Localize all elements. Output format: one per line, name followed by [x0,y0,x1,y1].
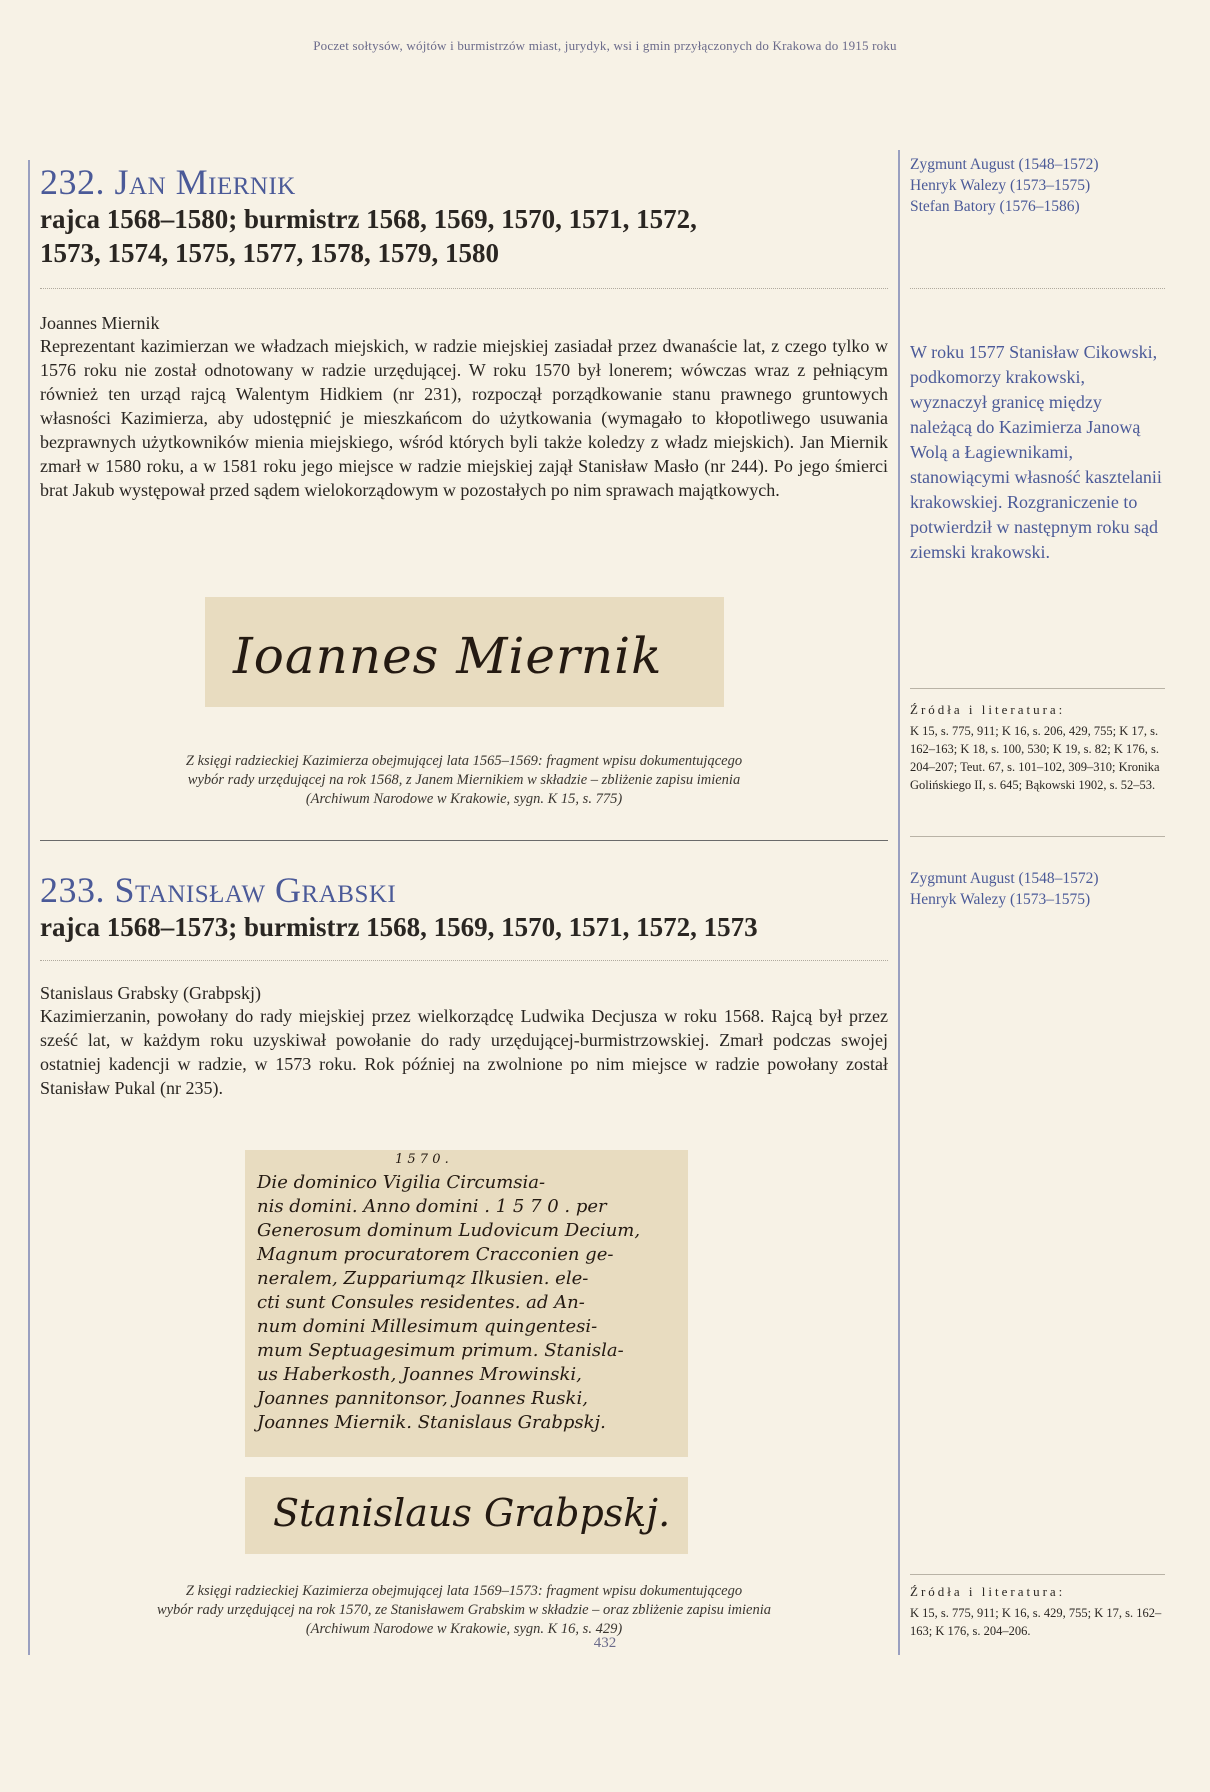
ruler-item: Henryk Walezy (1573–1575) [910,891,1091,908]
left-margin-rule [28,160,30,1655]
figure-caption-2 [40,1582,888,1639]
caption-line: Z księgi radzieckiej Kazimierza obejmującej lata 1565–1569: fragment wpisu dokumentującego [185,753,743,769]
entry-233-body [40,982,888,1100]
ruler-item: Zygmunt August (1548–1572) [910,870,1099,887]
manuscript-line: 1 5 7 0 . [395,1152,449,1167]
side-note-boundary: W roku 1577 Stanisław Cikowski, podkomorzy krakowski, wyznaczył granicę między należącą do Kazimierza Janową Wolą a Łagiewnikami, stanowiącymi własność kasztelanii krakowskiej. Rozgraniczenie to potwierdził w następnym roku sąd ziemski krakowski. [910,342,1162,562]
rulers-list-233 [910,868,1165,910]
entry-232-body [40,312,888,502]
manuscript-line: neralem, Zuppariumqz Ilkusien. ele- [257,1268,589,1289]
entry-offices: rajca 1568–1573; burmistrz 1568, 1569, 1570, 1571, 1572, 1573 [40,912,758,942]
biography-text: Reprezentant kazimierzan we władzach miejskich, w radzie miejskiej zasiadał przez dwanaście lat, z czego tylko w 1576 roku nie został odnotowany w radzie urzędującej. W roku 1570 był lonerem; wówczas wraz z pełniącym również ten urząd rajcą Walentym Hidkiem (nr 231), rozpoczął porządkowanie stanu prawnego gruntowych własności Kazimierza, aby udostępnić je mieszkańcom do użytkowania (wymagało to kłopotliwego usuwania bezprawnych użytkowników mienia miejskiego, wśród których byli także koledzy z władz miejskich). Jan Miernik zmarł w 1580 roku, a w 1581 roku jego miejsce w radzie miejskiej zajął Stanisław Masło (nr 244). Po jego śmierci brat Jakub występował przed sądem wielokorządowym w pozostałych po nim sprawach majątkowych. [40,336,888,500]
manuscript-line: Joannes Miernik. Stanislaus Grabpskj. [257,1412,606,1433]
side-divider [910,1574,1165,1575]
manuscript-line: us Haberkosth, Joannes Mrowinski, [257,1364,582,1385]
manuscript-closeup-grabski [245,1477,688,1554]
entry-offices-line2: 1573, 1574, 1575, 1577, 1578, 1579, 1580 [40,238,499,268]
manuscript-line: Die dominico Vigilia Circumsia- [257,1172,546,1193]
entry-number: 232. [40,162,105,202]
manuscript-line: num domini Millesimum quingentesi- [257,1316,598,1337]
title-divider [40,288,888,289]
manuscript-line: Magnum procuratorem Cracconien ge- [257,1244,614,1265]
ruler-item: Zygmunt August (1548–1572) [910,156,1099,173]
entry-232 [40,162,888,270]
manuscript-closeup-miernik [205,597,724,707]
entry-233 [40,870,888,944]
manuscript-line: Joannes pannitonsor, Joannes Ruski, [257,1388,588,1409]
sources-text: K 15, s. 775, 911; K 16, s. 429, 755; K 17, s. 162–163; K 176, s. 204–206. [910,1606,1162,1638]
latin-name: Stanislaus Grabsky (Grabpskj) [40,983,261,1003]
manuscript-line: Generosum dominum Ludovicum Decium, [257,1220,641,1241]
entry-offices-line1: rajca 1568–1580; burmistrz 1568, 1569, 1570, 1571, 1572, [40,204,697,234]
entry-number: 233. [40,870,105,910]
manuscript-text: Stanislaus Grabpskj. [273,1491,671,1535]
figure-caption-1 [40,752,888,809]
rulers-list-232 [910,154,1165,217]
caption-line: (Archiwum Narodowe w Krakowie, sygn. K 16, s. 429) [305,1621,623,1637]
sources-232 [910,702,1165,794]
sources-heading: Źródła i literatura: [910,1584,1066,1599]
caption-line: Z księgi radzieckiej Kazimierza obejmującej lata 1569–1573: fragment wpisu dokumentującego [185,1583,743,1599]
caption-line: (Archiwum Narodowe w Krakowie, sygn. K 15, s. 775) [305,791,623,807]
side-divider [910,288,1165,289]
column-divider-rule [898,150,900,1655]
page-number: 432 [593,1635,617,1651]
manuscript-line: nis domini. Anno domini . 1 5 7 0 . per [257,1196,607,1217]
biography-text: Kazimierzanin, powołany do rady miejskiej przez wielkorządcę Ludwika Decjusza w roku 1568. Rajcą był przez sześć lat, w każdym roku uzyskiwał powołanie do rady urzędującej-burmistrzowskiej. Zmarł podczas swojej ostatniej kadencji w radzie, w 1573 roku. Rok później na zwolnione po nim miejsce w radzie powołany został Stanisław Pukal (nr 235). [40,1006,888,1098]
manuscript-text: Ioannes Miernik [233,627,663,685]
running-head: Poczet sołtysów, wójtów i burmistrzów miast, jurydyk, wsi i gmin przyłączonych do Krakowa do 1915 roku [313,38,897,53]
entry-name: Jan Miernik [114,162,296,202]
manuscript-line: cti sunt Consules residentes. ad An- [257,1292,585,1313]
manuscript-line: mum Septuagesimum primum. Stanisla- [257,1340,624,1361]
sources-233 [910,1584,1165,1640]
ruler-item: Henryk Walezy (1573–1575) [910,177,1091,194]
sources-heading: Źródła i literatura: [910,702,1066,717]
side-divider [910,688,1165,689]
entry-name: Stanisław Grabski [114,870,397,910]
latin-name: Joannes Miernik [40,313,160,333]
entry-title [40,162,888,202]
manuscript-fragment-grabski [245,1150,688,1457]
title-divider [40,960,888,961]
sources-text: K 15, s. 775, 911; K 16, s. 206, 429, 755; K 17, s. 162–163; K 18, s. 100, 530; K 19, s. 82; K 176, s. 204–207; Teut. 67, s. 101–102, 309–310; Kronika Golińskiego II, s. 645; Bąkowski 1902, s. 52–53. [910,724,1160,792]
entry-title [40,870,888,910]
side-divider [910,836,1165,837]
ruler-item: Stefan Batory (1576–1586) [910,198,1080,215]
caption-line: wybór rady urzędującej na rok 1570, ze Stanisławem Grabskim w składzie – oraz zbliżenie zapisu imienia [156,1602,772,1618]
caption-line: wybór rady urzędującej na rok 1568, z Janem Miernikiem w składzie – zbliżenie zapisu imienia [187,772,741,788]
entry-separator [40,840,888,841]
